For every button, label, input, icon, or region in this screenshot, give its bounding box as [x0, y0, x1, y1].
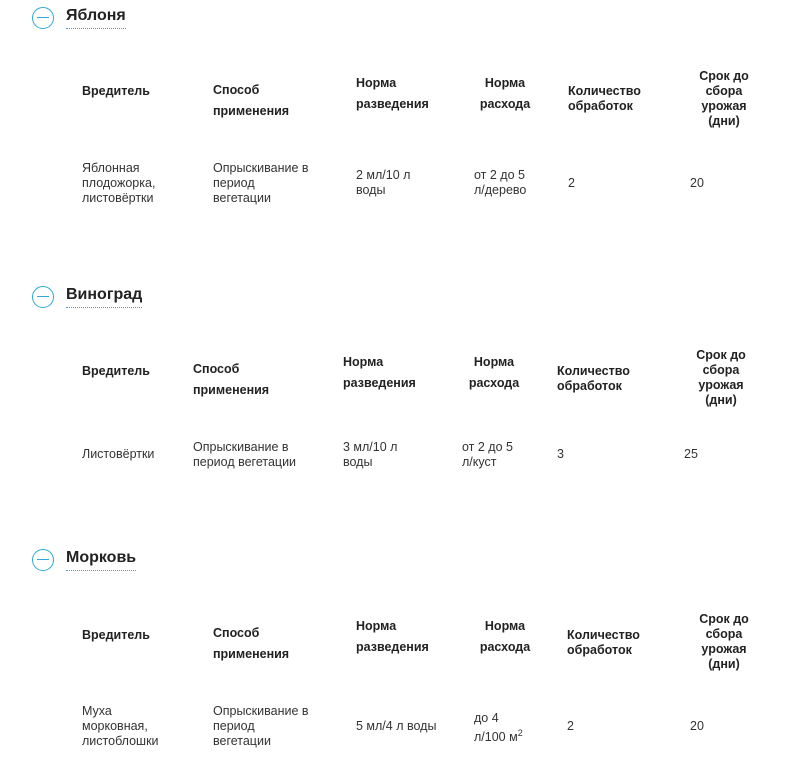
- collapse-minus-icon[interactable]: [32, 549, 54, 571]
- header-dilution: Норма разведения: [356, 619, 429, 654]
- header-dilution: Норма разведения: [356, 76, 429, 111]
- cell-pest: Листовёртки: [82, 447, 155, 461]
- header-term: Срок до сбора урожая (дни): [699, 69, 749, 128]
- section-title[interactable]: Яблоня: [66, 6, 126, 29]
- cell-method: Опрыскивание в период вегетации: [213, 161, 309, 205]
- header-dilution: Норма разведения: [343, 355, 416, 390]
- collapse-minus-icon[interactable]: [32, 286, 54, 308]
- header-consumption: Норма расхода: [468, 355, 520, 390]
- cell-consumption: до 4 л/100 $м^2$: [474, 711, 523, 745]
- cell-pest: Яблонная плодожорка, листовёртки: [82, 161, 156, 205]
- cell-consumption: от 2 до 5 л/дерево: [474, 168, 527, 197]
- header-method: Способ применения: [213, 626, 290, 661]
- cell-dilution: 5 мл/4 л воды: [356, 719, 437, 733]
- collapse-minus-icon[interactable]: [32, 7, 54, 29]
- section-header[interactable]: [32, 6, 126, 29]
- header-method: Способ применения: [193, 362, 270, 397]
- header-count: Количество обработок: [567, 628, 640, 657]
- cell-consumption: от 2 до 5 л/куст: [462, 440, 513, 469]
- cell-method: Опрыскивание в период вегетации: [193, 440, 297, 469]
- cell-count: 2: [568, 176, 575, 190]
- header-term: Срок до сбора урожая (дни): [699, 612, 749, 671]
- header-count: Количество обработок: [557, 364, 630, 393]
- cell-count: 2: [567, 719, 574, 733]
- header-method: Способ применения: [213, 83, 290, 118]
- header-pest: Вредитель: [82, 84, 150, 98]
- cell-count: 3: [557, 447, 564, 461]
- header-pest: Вредитель: [82, 364, 150, 378]
- cell-method: Опрыскивание в период вегетации: [213, 704, 309, 748]
- cell-term: 25: [684, 447, 698, 461]
- header-pest: Вредитель: [82, 628, 150, 642]
- header-consumption: Норма расхода: [479, 76, 531, 111]
- header-count: Количество обработок: [568, 84, 641, 113]
- section-header[interactable]: [32, 285, 142, 308]
- cell-term: 20: [690, 176, 704, 190]
- cell-term: 20: [690, 719, 704, 733]
- cell-dilution: 2 мл/10 л воды: [356, 168, 411, 197]
- cell-pest: Муха морковная, листоблошки: [82, 704, 159, 748]
- section-title[interactable]: Морковь: [66, 548, 136, 571]
- cell-dilution: 3 мл/10 л воды: [343, 440, 398, 469]
- header-consumption: Норма расхода: [479, 619, 531, 654]
- section-header[interactable]: [32, 548, 136, 571]
- header-term: Срок до сбора урожая (дни): [696, 348, 746, 407]
- section-title[interactable]: Виноград: [66, 285, 142, 308]
